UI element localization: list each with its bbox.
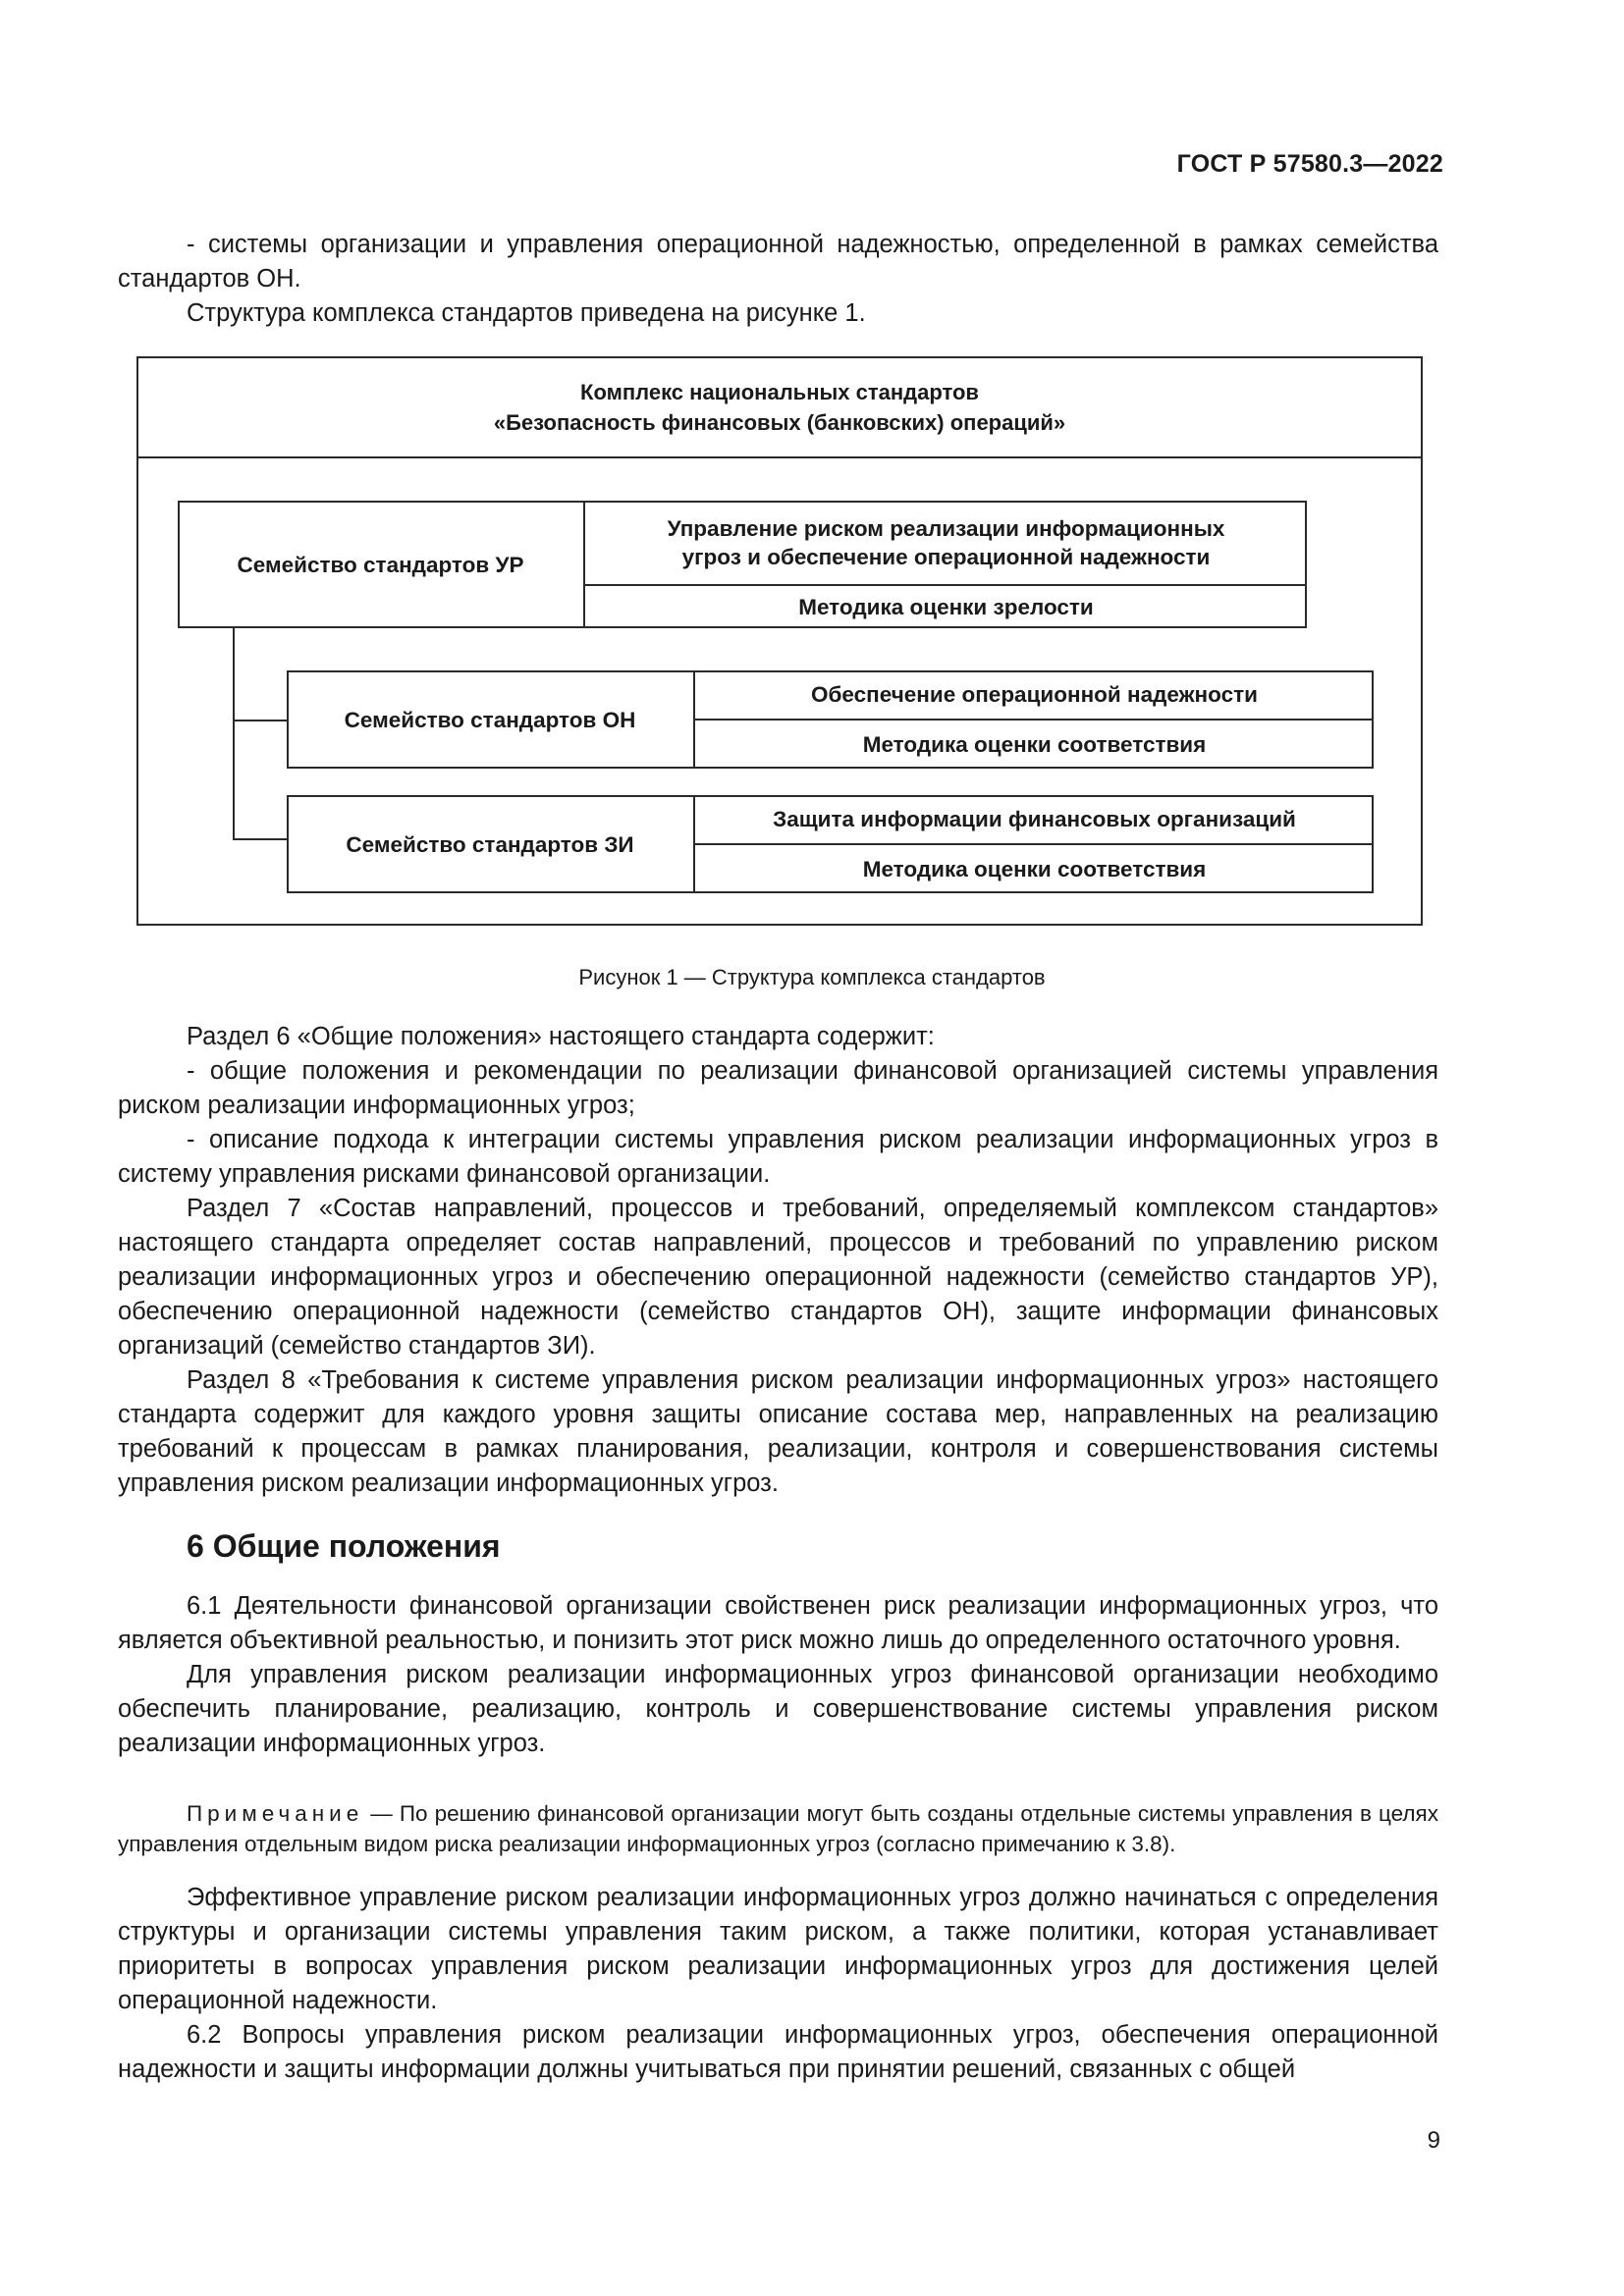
ur-family-label: Семейство стандартов УР	[237, 552, 524, 577]
on-item-1: Обеспечение операционной надежности	[811, 682, 1258, 707]
page-number: 9	[1427, 2127, 1440, 2154]
figure-title-line-1: Комплекс национальных стандартов	[580, 380, 979, 404]
section6-bullet-1: - общие положения и рекомендации по реализации финансовой организацией системы управления риском реализации информационных угроз;	[118, 1057, 1438, 1119]
intro-paragraph-2: Структура комплекса стандартов приведена на рисунке 1.	[187, 299, 866, 327]
section6-bullet-2: - описание подхода к интеграции системы управления риском реализации информационных угроз в систему управления рисками финансовой организации.	[118, 1126, 1438, 1188]
note-text: — По решению финансовой организации могут быть созданы отдельные системы управления в целях управления отдельным видом риска реализации информационных угроз (согласно примечанию к 3.8).	[118, 1801, 1438, 1856]
zi-item-1: Защита информации финансовых организаций	[773, 807, 1296, 831]
figure-title	[138, 358, 1421, 458]
section-6-text	[118, 1589, 1438, 1761]
ur-item-1-line-2: угроз и обеспечение операционной надежности	[681, 544, 1211, 569]
on-family-label: Семейство стандартов ОН	[344, 707, 636, 732]
section7-description: Раздел 7 «Состав направлений, процессов и требований, определяемый комплексом стандартов» настоящего стандарта определяет состав направлений, процессов и требований по управлению риском реализации информационных угроз и обеспечению операционной надежности (семейство стандартов УР), обеспечению операционной надежности (семейство стандартов ОН), защите информации финансовых организаций (семейство стандартов ЗИ).	[118, 1195, 1438, 1360]
on-item-2: Методика оценки соответствия	[862, 732, 1207, 757]
note-label: Примечание	[187, 1801, 364, 1826]
ur-item-1	[585, 501, 1307, 584]
section-6-text-continued	[118, 1881, 1438, 2087]
document-header-id: ГОСТ Р 57580.3—2022	[1176, 150, 1443, 178]
zi-family-label: Семейство стандартов ЗИ	[346, 831, 634, 857]
figure-1-frame	[136, 356, 1423, 926]
figure-caption: Рисунок 1 — Структура комплекса стандартов	[578, 965, 1046, 989]
intro-paragraph-1: - системы организации и управления операционной надежностью, определенной в рамках семейства стандартов ОН.	[118, 231, 1438, 293]
figure-title-line-2: «Безопасность финансовых (банковских) операций»	[493, 410, 1066, 435]
ur-item-2: Методика оценки зрелости	[798, 595, 1094, 619]
section8-description: Раздел 8 «Требования к системе управления риском реализации информационных угроз» настоящего стандарта содержит для каждого уровня защиты описание состава мер, направленных на реализацию требований к процессам в рамках планирования, реализации, контроля и совершенствования системы управления риском реализации информационных угроз.	[118, 1366, 1438, 1497]
paragraph-6-1-b: Для управления риском реализации информационных угроз финансовой организации необходимо обеспечить планирование, реализацию, контроль и совершенствование системы управления риском реализации информационных угроз.	[118, 1661, 1438, 1757]
paragraph-6-2: 6.2 Вопросы управления риском реализации информационных угроз, обеспечения операционной надежности и защиты информации должны учитываться при принятии решений, связанных с общей	[118, 2021, 1438, 2083]
tree-connector-zi	[233, 838, 287, 840]
paragraph-6-1: 6.1 Деятельности финансовой организации свойственен риск реализации информационных угроз, что является объективной реальностью, и понизить этот риск можно лишь до определенного остаточного уровня.	[118, 1592, 1438, 1654]
tree-connector-on	[233, 720, 287, 721]
paragraph-6-1-c: Эффективное управление риском реализации информационных угроз должно начинаться с определения структуры и организации системы управления таким риском, а также политики, которая устанавливает приоритеты в вопросах управления риском реализации информационных угроз для достижения целей операционной надежности.	[118, 1884, 1438, 2014]
note-block	[118, 1798, 1438, 1859]
note-paragraph	[118, 1798, 1438, 1859]
intro-text	[118, 228, 1438, 331]
section-6-heading: 6 Общие положения	[187, 1528, 501, 1564]
section6-intro: Раздел 6 «Общие положения» настоящего стандарта содержит:	[187, 1023, 935, 1050]
tree-connector-vertical	[233, 628, 235, 838]
zi-item-2: Методика оценки соответствия	[862, 857, 1207, 881]
ur-item-1-line-1: Управление риском реализации информационных	[667, 515, 1225, 541]
body-text	[118, 1020, 1438, 1501]
